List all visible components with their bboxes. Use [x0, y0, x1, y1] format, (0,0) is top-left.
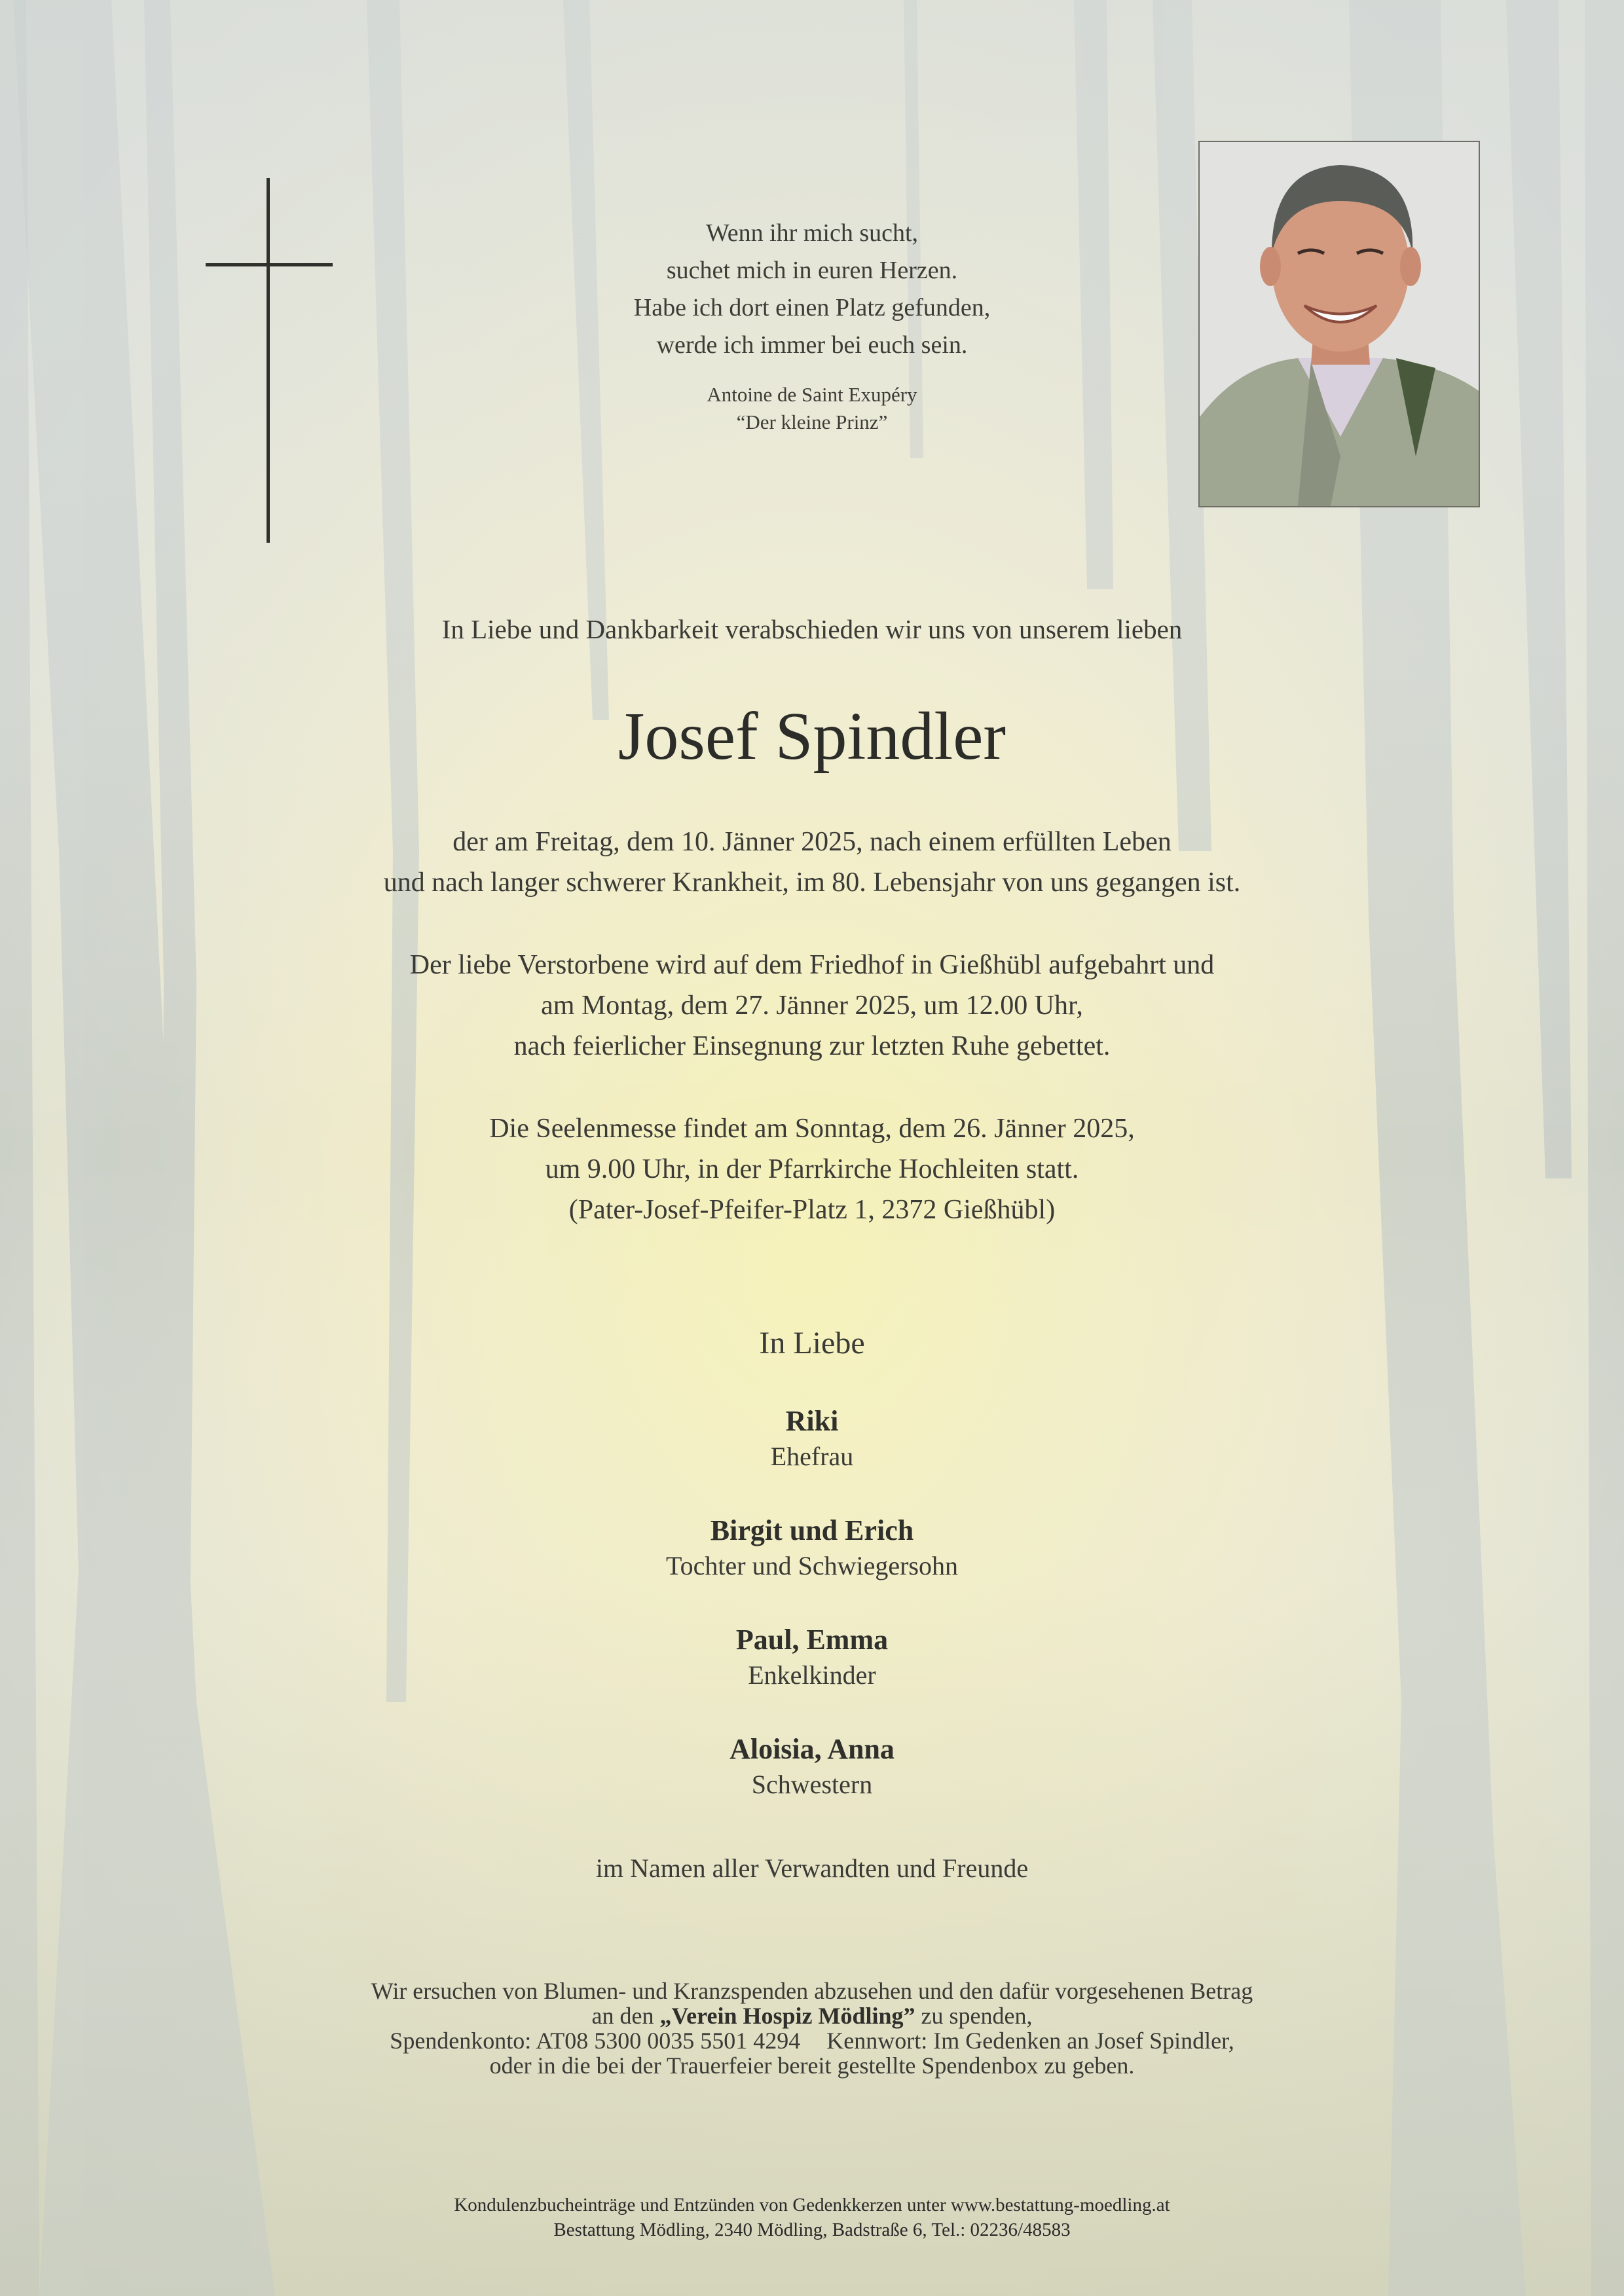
mass-paragraph: [0, 1108, 1624, 1230]
mourner-name: Aloisia, Anna: [729, 1733, 895, 1765]
cross-icon-bar: [206, 263, 333, 266]
mourner-name: Paul, Emma: [735, 1624, 889, 1656]
donation-line: [0, 2003, 1624, 2028]
footer: [0, 2193, 1624, 2242]
mourner-entry: [0, 1512, 1624, 1583]
quote-source: “Der kleine Prinz”: [736, 410, 888, 433]
text-line: Die Seelenmesse findet am Sonntag, dem 26. Jänner 2025,: [489, 1114, 1135, 1144]
donation-keyword: Kennwort: Im Gedenken an Josef Spindler,: [826, 2028, 1234, 2054]
mourner-relation: Enkelkinder: [748, 1660, 876, 1690]
text-line: nach feierlicher Einsegnung zur letzten Ruhe gebettet.: [513, 1031, 1111, 1061]
donation-line: [0, 2028, 1624, 2053]
text-line: um 9.00 Uhr, in der Pfarrkirche Hochleiten statt.: [545, 1154, 1079, 1184]
mourner-entry: [0, 1403, 1624, 1474]
donation-text: zu spenden,: [915, 2003, 1033, 2029]
charity-name: „Verein Hospiz Mödling”: [659, 2003, 915, 2029]
quote-author: Antoine de Saint Exupéry: [707, 383, 917, 406]
mourner-entry: [0, 1731, 1624, 1802]
text-line: und nach langer schwerer Krankheit, im 80. Lebensjahr von uns gegangen ist.: [383, 867, 1241, 898]
quote-line: suchet mich in euren Herzen.: [666, 257, 958, 284]
quote-line: Wenn ihr mich sucht,: [705, 219, 919, 247]
text-line: am Montag, dem 27. Jänner 2025, um 12.00 Uhr,: [541, 991, 1083, 1021]
quote-line: werde ich immer bei euch sein.: [656, 331, 968, 359]
closing-text: im Namen aller Verwandten und Freunde: [595, 1853, 1029, 1883]
text-line: Der liebe Verstorbene wird auf dem Friedhof in Gießhübl aufgebahrt und: [409, 950, 1215, 980]
portrait-photo: [1198, 141, 1480, 507]
donation-notice: [0, 1978, 1624, 2078]
quote: [550, 215, 1074, 364]
footer-contact: Bestattung Mödling, 2340 Mödling, Badstraße 6, Tel.: 02236/48583: [553, 2219, 1071, 2240]
cross-icon: [267, 178, 270, 543]
intro-text: In Liebe und Dankbarkeit verabschieden wir uns von unserem lieben: [441, 614, 1183, 644]
footer-line: Kondulenzbucheinträge und Entzünden von Gedenkkerzen unter www.bestattung-moedling.at: [454, 2195, 1170, 2215]
mourner-relation: Tochter und Schwiegersohn: [666, 1551, 958, 1580]
donation-line: oder in die bei der Trauerfeier bereit gestellte Spendenbox zu geben.: [489, 2052, 1135, 2079]
mourner-name: Riki: [785, 1405, 839, 1437]
quote-attribution: [550, 381, 1074, 436]
funeral-paragraph: [0, 945, 1624, 1066]
deceased-name: Josef Spindler: [618, 699, 1006, 774]
in-love-heading: In Liebe: [759, 1326, 865, 1360]
bank-account: Spendenkonto: AT08 5300 0035 5501 4294: [390, 2028, 801, 2054]
text-line: (Pater-Josef-Pfeifer-Platz 1, 2372 Gießhübl): [568, 1195, 1056, 1225]
quote-line: Habe ich dort einen Platz gefunden,: [633, 294, 991, 321]
mourner-relation: Ehefrau: [770, 1442, 854, 1471]
text-line: der am Freitag, dem 10. Jänner 2025, nach einem erfüllten Leben: [452, 827, 1172, 857]
donation-line: Wir ersuchen von Blumen- und Kranzspenden abzusehen und den dafür vorgesehenen Betrag: [371, 1978, 1253, 2004]
mourner-relation: Schwestern: [751, 1770, 873, 1799]
donation-text: an den: [591, 2003, 660, 2029]
death-paragraph: [0, 822, 1624, 903]
mourner-entry: [0, 1622, 1624, 1692]
mourner-name: Birgit und Erich: [710, 1514, 914, 1546]
